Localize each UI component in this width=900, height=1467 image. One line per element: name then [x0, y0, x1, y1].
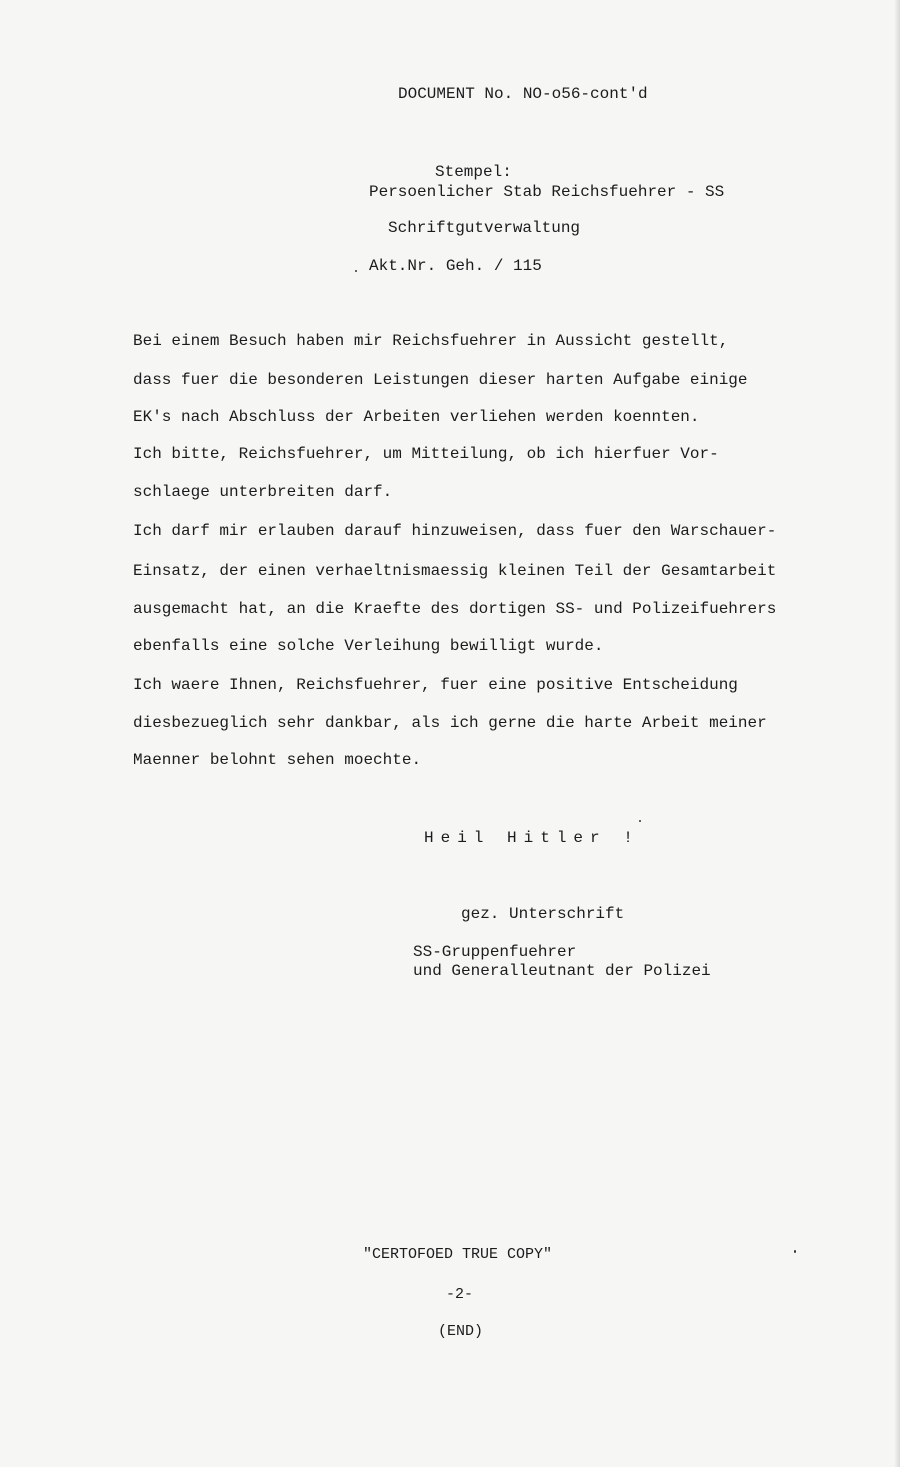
signature-note: gez. Unterschrift — [461, 905, 625, 923]
body-line: Bei einem Besuch haben mir Reichsfuehrer in Aussicht gestellt, — [133, 332, 729, 350]
body-line: EK's nach Abschluss der Arbeiten verliehen werden koennten. — [133, 408, 700, 426]
stamp-line-file-number: Akt.Nr. Geh. / 115 — [369, 257, 542, 275]
body-line: ausgemacht hat, an die Kraefte des dortigen SS- und Polizeifuehrers — [133, 600, 777, 618]
body-line: Maenner belohnt sehen moechte. — [133, 751, 422, 769]
document-number: DOCUMENT No. NO-o56-cont'd — [398, 85, 648, 103]
body-line: diesbezueglich sehr dankbar, als ich gerne die harte Arbeit meiner — [133, 714, 767, 732]
page-edge-shadow — [894, 0, 900, 1467]
body-line: Ich darf mir erlauben darauf hinzuweisen, dass fuer den Warschauer- — [133, 522, 777, 540]
body-line: ebenfalls eine solche Verleihung bewilligt wurde. — [133, 637, 604, 655]
stamp-label: Stempel: — [435, 163, 512, 181]
salutation: Heil Hitler ! — [424, 829, 640, 847]
end-mark: (END) — [438, 1323, 484, 1340]
scan-speck — [794, 1250, 796, 1253]
certification-line: "CERTOFOED TRUE COPY" — [363, 1246, 553, 1263]
scan-speck — [639, 820, 641, 822]
scan-speck — [355, 270, 357, 272]
page-number: -2- — [446, 1286, 474, 1303]
body-line: Einsatz, der einen verhaeltnismaessig kleinen Teil der Gesamtarbeit — [133, 562, 777, 580]
body-line: dass fuer die besonderen Leistungen dieser harten Aufgabe einige — [133, 371, 748, 389]
body-line: Ich waere Ihnen, Reichsfuehrer, fuer eine positive Entscheidung — [133, 676, 738, 694]
body-line: Ich bitte, Reichsfuehrer, um Mitteilung, ob ich hierfuer Vor- — [133, 445, 719, 463]
stamp-line-records: Schriftgutverwaltung — [388, 219, 581, 237]
stamp-line-staff: Persoenlicher Stab Reichsfuehrer - SS — [369, 183, 725, 201]
body-line: schlaege unterbreiten darf. — [133, 483, 393, 501]
signer-rank: SS-Gruppenfuehrer — [413, 943, 577, 961]
signer-title: und Generalleutnant der Polizei — [413, 962, 711, 980]
